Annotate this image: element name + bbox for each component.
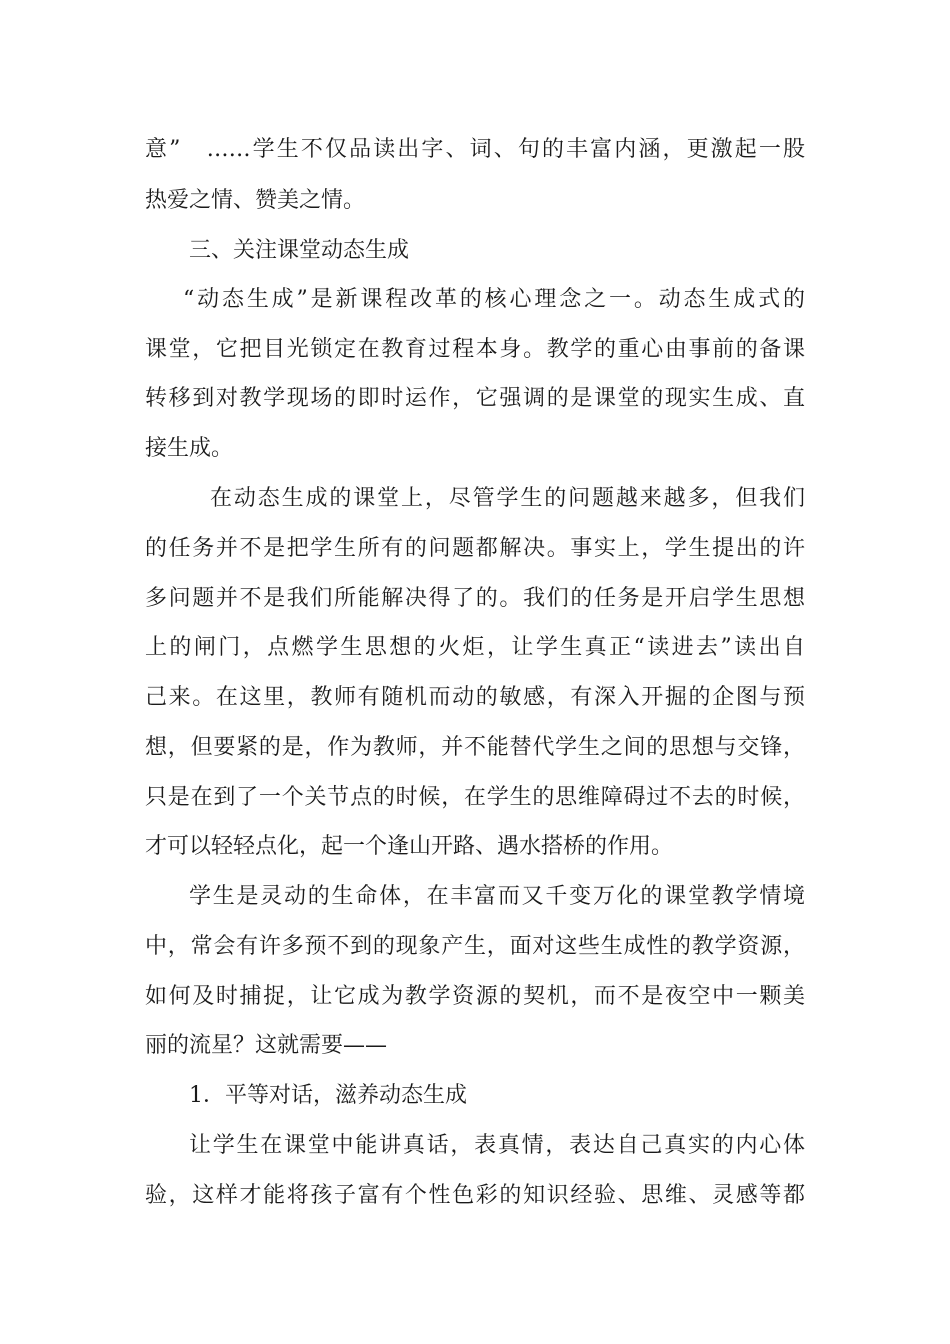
text-line: 上的闸门，点燃学生思想的火炬，让学生真正“读进去”读出自 <box>145 635 805 660</box>
text-line: 转移到对教学现场的即时运作，它强调的是课堂的现实生成、直 <box>145 386 805 411</box>
text-line: 意” ……学生不仅品读出字、词、句的丰富内涵，更激起一股 <box>145 137 805 162</box>
text-line: 己来。在这里，教师有随机而动的敏感，有深入开掘的企图与预 <box>145 685 805 710</box>
text-line: 多问题并不是我们所能解决得了的。我们的任务是开启学生思想 <box>145 586 805 611</box>
text-line: 接生成。 <box>145 436 234 461</box>
text-line: 的任务并不是把学生所有的问题都解决。事实上，学生提出的许 <box>145 536 805 561</box>
text-line: 热爱之情、赞美之情。 <box>145 188 366 213</box>
text-line: 只是在到了一个关节点的时候，在学生的思维障碍过不去的时候， <box>145 785 805 810</box>
text-line: 才可以轻轻点化，起一个逢山开路、遇水搭桥的作用。 <box>145 834 674 859</box>
text-line: 如何及时捕捉，让它成为教学资源的契机，而不是夜空中一颗美 <box>145 984 805 1009</box>
text-line: 丽的流星？这就需要—— <box>145 1033 388 1058</box>
section-heading: 三、关注课堂动态生成 <box>189 238 410 263</box>
text-line: 让学生在课堂中能讲真话，表真情，表达自己真实的内心体 <box>189 1133 805 1158</box>
text-line: 学生是灵动的生命体，在丰富而又千变万化的课堂教学情境 <box>189 884 805 909</box>
text-line: 中，常会有许多预不到的现象产生，面对这些生成性的教学资源， <box>145 934 805 959</box>
text-line: 在动态生成的课堂上，尽管学生的问题越来越多，但我们 <box>210 486 805 511</box>
text-line: 验，这样才能将孩子富有个性色彩的知识经验、思维、灵感等都 <box>145 1183 805 1208</box>
text-line: “动态生成”是新课程改革的核心理念之一。动态生成式的 <box>183 287 805 312</box>
text-line: 课堂，它把目光锁定在教育过程本身。教学的重心由事前的备课 <box>145 337 805 362</box>
subsection-heading: 1．平等对话，滋养动态生成 <box>189 1083 467 1108</box>
text-line: 想，但要紧的是，作为教师，并不能替代学生之间的思想与交锋， <box>145 735 805 760</box>
